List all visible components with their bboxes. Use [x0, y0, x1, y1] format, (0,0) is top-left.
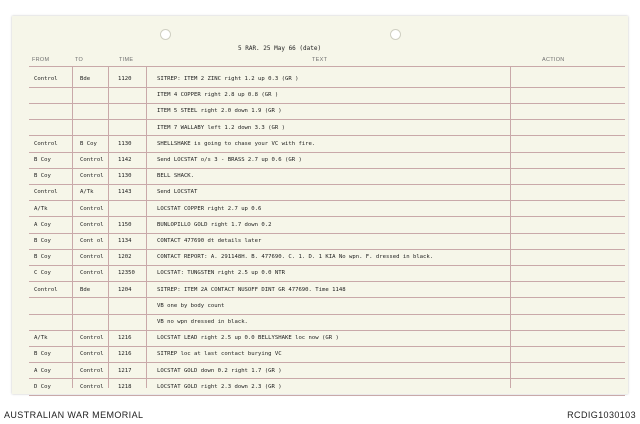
row-time: 1217 — [118, 367, 132, 374]
column-header-from: FROM — [32, 57, 50, 63]
row-time: 1204 — [118, 286, 132, 293]
row-text: SHELLSHAKE is going to chase your VC with fire. — [157, 140, 316, 147]
row-text: ITEM 4 COPPER right 2.8 up 0.8 (GR ) — [157, 92, 279, 99]
row-text: Send LOCSTAT — [157, 189, 198, 196]
row-from: A/Tk — [34, 335, 48, 342]
column-header-time: TIME — [119, 57, 134, 63]
row-from: Control — [34, 286, 58, 293]
row-text: LOCSTAT GOLD down 0.2 right 1.7 (GR ) — [157, 367, 282, 374]
row-to: Control — [80, 254, 104, 261]
punch-hole-left — [160, 29, 171, 40]
row-time: 1130 — [118, 140, 132, 147]
column-header-to: TO — [75, 57, 84, 63]
archive-credit: AUSTRALIAN WAR MEMORIAL — [4, 410, 144, 420]
row-text: ITEM 5 STEEL right 2.0 down 1.9 (GR ) — [157, 108, 282, 115]
row-text: BUNLOPILLO GOLD right 1.7 down 0.2 — [157, 221, 272, 228]
row-from: Control — [34, 140, 58, 147]
row-time: 1218 — [118, 383, 132, 390]
row-text: VB one by body count — [157, 302, 225, 309]
column-header-action: ACTION — [542, 57, 565, 63]
row-time: 1142 — [118, 157, 132, 163]
log-row — [12, 265, 628, 281]
row-text: BELL SHACK. — [157, 173, 195, 180]
log-row — [12, 71, 628, 87]
row-text: SITREP loc at last contact burying VC — [157, 351, 282, 358]
row-from: A Coy — [34, 221, 51, 228]
log-row — [12, 201, 628, 217]
row-to: Control — [80, 205, 104, 212]
log-row — [12, 282, 628, 298]
log-row — [12, 346, 628, 362]
row-to: Control — [80, 367, 104, 374]
row-rule — [29, 395, 625, 396]
row-from: C Coy — [34, 270, 51, 277]
row-text: SITREP: ITEM 2 ZINC right 1.2 up 0.3 (GR ) — [157, 76, 299, 82]
row-from: B Coy — [34, 351, 51, 358]
document-sheet — [12, 16, 628, 394]
row-to: Control — [80, 157, 104, 163]
log-row — [12, 330, 628, 346]
row-text: SITREP: ITEM 2A CONTACT NUSOFF DINT GR 477690. Time 1148 — [157, 286, 346, 293]
header-rule — [29, 66, 625, 67]
column-header-text: TEXT — [312, 57, 328, 63]
row-text: LOCSTAT GOLD right 2.3 down 2.3 (GR ) — [157, 383, 282, 390]
log-row — [12, 103, 628, 119]
log-row — [12, 379, 628, 395]
log-row — [12, 233, 628, 249]
log-row — [12, 120, 628, 136]
row-to: Control — [80, 335, 104, 342]
row-from: Control — [34, 76, 58, 82]
log-row — [12, 217, 628, 233]
row-from: D Coy — [34, 383, 51, 390]
row-to: Control — [80, 173, 104, 180]
row-from: B Coy — [34, 254, 51, 261]
row-from: B Coy — [34, 173, 51, 180]
row-to: Bde — [80, 286, 91, 293]
row-text: CONTACT REPORT: A. 291148H. B. 477690. C. 1. D. 1 KIA No wpn. F. dressed in black. — [157, 254, 434, 261]
punch-hole-right — [390, 29, 401, 40]
row-from: A/Tk — [34, 205, 48, 212]
row-to: Control — [80, 383, 104, 390]
row-from: A Coy — [34, 367, 51, 374]
row-time: 1216 — [118, 335, 132, 342]
row-to: Control — [80, 270, 104, 277]
row-to: B Coy — [80, 140, 97, 147]
log-row — [12, 249, 628, 265]
log-row — [12, 298, 628, 314]
row-to: Control — [80, 351, 104, 358]
log-row — [12, 363, 628, 379]
row-time: 1216 — [118, 351, 132, 358]
log-row — [12, 168, 628, 184]
row-time: 1143 — [118, 189, 132, 196]
row-to: A/Tk — [80, 189, 94, 196]
row-time: 1120 — [118, 76, 132, 82]
row-time: 1150 — [118, 221, 132, 228]
row-from: B Coy — [34, 238, 51, 244]
log-row — [12, 87, 628, 103]
log-row — [12, 184, 628, 200]
log-row — [12, 314, 628, 330]
row-time: 1130 — [118, 173, 132, 180]
row-to: Control — [80, 221, 104, 228]
row-time: 12350 — [118, 270, 135, 277]
row-text: LOCSTAT: TUNGSTEN right 2.5 up 0.0 NTR — [157, 270, 285, 277]
row-time: 1134 — [118, 238, 132, 244]
log-title: 5 RAR. 25 May 66 (date) — [238, 45, 322, 52]
row-from: B Coy — [34, 157, 51, 163]
row-from: Control — [34, 189, 58, 196]
row-to: Cont ol — [80, 238, 104, 244]
log-row — [12, 136, 628, 152]
row-time: 1202 — [118, 254, 132, 261]
log-row — [12, 152, 628, 168]
row-text: CONTACT 477690 dt details later — [157, 238, 262, 244]
row-text: LOCSTAT COPPER right 2.7 up 0.6 — [157, 205, 262, 212]
row-text: Send LOCSTAT o/s 3 - BRASS 2.7 up 0.6 (GR ) — [157, 157, 302, 163]
row-to: Bde — [80, 76, 91, 82]
row-text: LOCSTAT LEAD right 2.5 up 0.0 BELLYSHAKE loc now (GR ) — [157, 335, 339, 342]
row-text: ITEM 7 WALLABY left 1.2 down 3.3 (GR ) — [157, 124, 285, 131]
archive-reference: RCDIG1030103 — [567, 410, 636, 420]
row-text: VB no wpn dressed in black. — [157, 319, 248, 325]
